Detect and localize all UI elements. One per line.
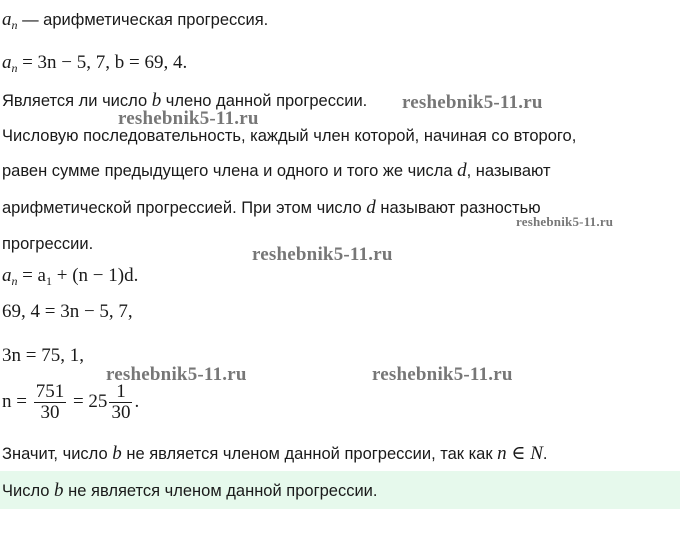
math-sub-n3: n [11, 274, 18, 288]
formula-line [2, 266, 138, 287]
math-b3: b [54, 480, 64, 501]
conclusion-end: . [542, 445, 548, 463]
fraction-1-30 [109, 382, 132, 423]
formula-rest: + (n − 1)d. [52, 265, 139, 286]
frac1-num: 751 [35, 381, 65, 402]
answer-after: не является членом данной прогрессии. [63, 482, 378, 500]
theory-text-3a: арифметической прогрессией. При этом число [2, 199, 367, 217]
question-text-before: Является ли число [2, 92, 152, 110]
problem-line-1 [2, 10, 268, 31]
watermark: reshebnik5-11.ru [252, 244, 393, 265]
watermark: reshebnik5-11.ru [372, 364, 513, 385]
problem-text-1: — арифметическая прогрессия. [17, 11, 269, 29]
math-a3: a [2, 265, 12, 286]
theory-text-2b: , называют [466, 162, 551, 180]
theory-line-3 [2, 198, 541, 218]
conclusion-before: Значит, число [2, 445, 113, 463]
question-text-after: члено данной прогрессии. [161, 92, 368, 110]
math-d2: d [366, 197, 376, 218]
watermark: reshebnik5-11.ru [118, 108, 259, 129]
equation-1: 69, 4 = 3n − 5, 7, [2, 301, 133, 322]
theory-line-2 [2, 161, 551, 181]
formula-rhs: = a [22, 265, 46, 286]
frac2-den: 30 [111, 402, 131, 423]
eq3-end: . [134, 390, 140, 412]
math-sub-n: n [11, 18, 18, 32]
equation-3 [2, 382, 139, 423]
watermark: reshebnik5-11.ru [106, 364, 247, 385]
fraction-751-30 [34, 382, 67, 423]
conclusion-after: не является членом данной прогрессии, так как [121, 445, 498, 463]
formula-sub-1: 1 [46, 274, 52, 288]
math-b: b [151, 90, 162, 111]
problem-line-2 [2, 53, 187, 74]
math-a2: a [2, 52, 12, 73]
answer-before: Число [2, 482, 55, 500]
watermark: reshebnik5-11.ru [516, 214, 614, 229]
theory-text-3b: называют разностью [375, 199, 541, 217]
frac1-den: 30 [40, 402, 60, 423]
theory-line-4: прогрессии. [2, 235, 94, 253]
eq3-eq: = 25 [72, 390, 108, 412]
math-a: a [2, 9, 12, 30]
theory-text-2a: равен сумме предыдущего члена и одного и того же числа [2, 162, 458, 180]
math-b2: b [112, 443, 122, 464]
eq3-lhs: n = [2, 390, 27, 412]
math-sub-n2: n [11, 61, 18, 75]
watermark: reshebnik5-11.ru [402, 92, 543, 113]
math-n-in-N: n ∈ N [497, 443, 543, 464]
math-sequence: = 3n − 5, 7, b = 69, 4. [22, 52, 188, 73]
conclusion-line [2, 444, 548, 464]
theory-line-1: Числовую последовательность, каждый член которой, начиная со второго, [2, 127, 577, 145]
answer-line [2, 481, 377, 501]
frac2-num: 1 [109, 382, 132, 403]
equation-2: 3n = 75, 1, [2, 345, 84, 366]
math-d: d [457, 160, 467, 181]
